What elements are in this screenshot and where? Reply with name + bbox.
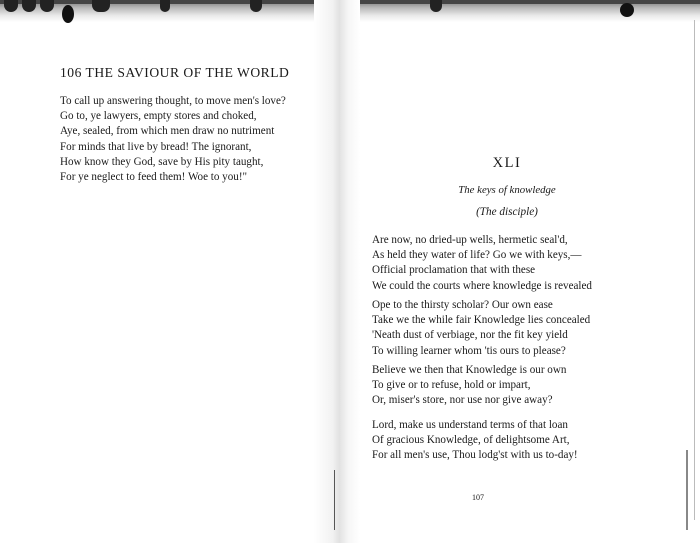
binding-hole [620,3,634,17]
chapter-number: XLI [492,155,522,171]
page-number: 107 [472,493,484,502]
poem-line: Of gracious Knowledge, of delightsome Art, [372,434,570,447]
stanza-2 [372,298,590,359]
poem-line: To willing learner whom 'tis ours to please? [372,344,566,357]
binding-scallop [430,0,442,12]
poem-line: Take we the while fair Knowledge lies concealed [372,314,591,327]
poem-line: Official proclamation that with these [372,264,536,277]
binding-scallop [92,0,110,12]
scan-artifact [686,450,688,530]
poem-line: Lord, make us understand terms of that loan [372,419,568,431]
stanza-3 [372,363,566,409]
poem-line: We could the courts where knowledge is revealed [372,279,592,292]
poem-speaker: (The disciple) [476,206,538,218]
poem-line: Ope to the thirsty scholar? Our own ease [372,299,553,311]
poem-line: Or, miser's store, nor use nor give away? [372,394,553,407]
poem-line: Believe we then that Knowledge is our own [372,364,567,376]
poem-line: For ye neglect to feed them! Woe to you!" [60,171,248,184]
binding-hole [62,5,74,23]
poem-line: Are now, no dried-up wells, hermetic seal'd, [372,234,568,246]
poem-line: To give or to refuse, hold or impart, [372,379,531,392]
stanza-1 [372,233,592,294]
poem-line: For minds that live by bread! The ignorant, [60,140,252,153]
poem-line: As held they water of life? Go we with keys,— [372,249,582,262]
scan-artifact [334,470,335,530]
poem-line: To call up answering thought, to move men's love? [60,95,286,107]
page-gutter [314,0,360,543]
scan-artifact [694,20,695,520]
binding-scallop [250,0,262,12]
poem-line: Aye, sealed, from which men draw no nutriment [60,125,275,138]
running-head: 106 THE SAVIOUR OF THE WORLD [60,65,290,80]
poem-line: How know they God, save by His pity taught, [60,155,264,168]
poem-line: For all men's use, Thou lodg'st with us to-day! [372,449,578,462]
binding-scallop [160,0,170,12]
poem-title: The keys of knowledge [458,184,556,196]
left-poem [60,94,320,185]
poem-line: 'Neath dust of verbiage, nor the fit key yield [372,329,568,342]
stanza-4 [372,418,578,464]
poem-line: Go to, ye lawyers, empty stores and choked, [60,110,257,123]
left-page [60,65,320,185]
